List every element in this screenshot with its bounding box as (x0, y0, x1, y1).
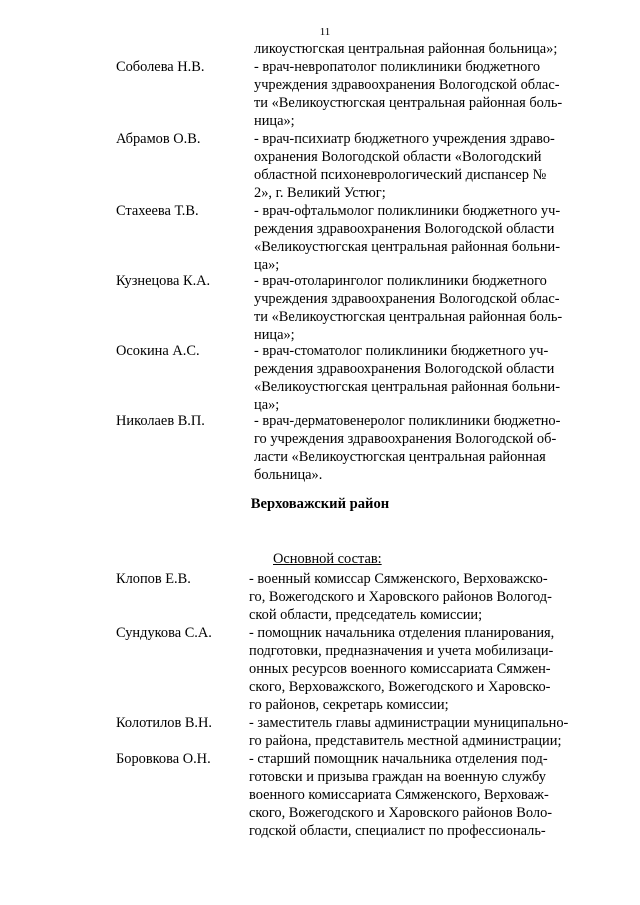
member-description-line: го, Вожегодского и Харовского районов Вологод- (249, 589, 552, 605)
member-description-line: - помощник начальника отделения планирования, (249, 625, 555, 641)
member-description-line: онных ресурсов военного комиссариата Сямжен- (249, 661, 551, 677)
member-description-line: «Великоустюгская центральная районная больни- (254, 239, 561, 255)
member-description-line: - врач-отоларинголог поликлиники бюджетного (254, 273, 547, 289)
member-description-line: «Великоустюгская центральная районная больни- (254, 379, 561, 395)
member-description-line: го учреждения здравоохранения Вологодской об- (254, 431, 557, 447)
member-description-line: подготовки, предназначения и учета мобилизаци- (249, 643, 554, 659)
member-description-line: ласти «Великоустюгская центральная районная (254, 449, 546, 465)
member-description-line: ница»; (254, 327, 295, 343)
member-name: Кузнецова К.А. (116, 273, 211, 289)
member-description-line: реждения здравоохранения Вологодской области (254, 361, 555, 377)
member-description-line: - старший помощник начальника отделения под- (249, 751, 548, 767)
member-name: Осокина А.С. (116, 343, 200, 359)
member-description-line: областной психоневрологический диспансер № (254, 167, 547, 183)
member-name: Колотилов В.Н. (116, 715, 213, 731)
member-description-line: го района, представитель местной администрации; (249, 733, 562, 749)
district-heading: Верховажский район (250, 496, 390, 512)
member-description-line: больница». (254, 467, 323, 483)
member-description-line: ского, Вожегодского и Харовского районов Воло- (249, 805, 553, 821)
member-description-line: - врач-офтальмолог поликлиники бюджетного уч- (254, 203, 561, 219)
member-description-line: ти «Великоустюгская центральная районная боль- (254, 95, 563, 111)
member-description-line: - заместитель главы администрации муниципально- (249, 715, 569, 731)
member-name: Сундукова С.А. (116, 625, 212, 641)
main-composition-subheading: Основной состав: (273, 551, 382, 567)
member-name: Абрамов О.В. (116, 131, 201, 147)
member-description-line: - врач-стоматолог поликлиники бюджетного уч- (254, 343, 549, 359)
member-description-line: ца»; (254, 257, 280, 273)
member-description-line: готовски и призыва граждан на военную службу (249, 769, 546, 785)
page-number: 11 (319, 26, 331, 38)
member-description-line: охранения Вологодской области «Вологодский (254, 149, 542, 165)
continuation-line: ликоустюгская центральная районная больница»; (254, 41, 558, 57)
member-description-line: ского, Верховажского, Вожегодского и Харовско- (249, 679, 551, 695)
member-description-line: военного комиссариата Сямженского, Верховаж- (249, 787, 549, 803)
member-description-line: 2», г. Великий Устюг; (254, 185, 386, 201)
member-description-line: го районов, секретарь комиссии; (249, 697, 449, 713)
member-description-line: - военный комиссар Сямженского, Верховажско- (249, 571, 548, 587)
member-name: Боровкова О.Н. (116, 751, 211, 767)
member-name: Клопов Е.В. (116, 571, 191, 587)
member-description-line: - врач-дерматовенеролог поликлиники бюджетно- (254, 413, 561, 429)
member-description-line: ца»; (254, 397, 280, 413)
member-description-line: - врач-невропатолог поликлиники бюджетного (254, 59, 541, 75)
member-description-line: - врач-психиатр бюджетного учреждения здраво- (254, 131, 555, 147)
member-description-line: годской области, специалист по профессиональ- (249, 823, 546, 839)
member-description-line: учреждения здравоохранения Вологодской облас- (254, 291, 560, 307)
member-description-line: ти «Великоустюгская центральная районная боль- (254, 309, 563, 325)
member-description-line: ской области, председатель комиссии; (249, 607, 483, 623)
member-description-line: ница»; (254, 113, 295, 129)
member-name: Соболева Н.В. (116, 59, 205, 75)
member-name: Стахеева Т.В. (116, 203, 199, 219)
member-name: Николаев В.П. (116, 413, 205, 429)
member-description-line: учреждения здравоохранения Вологодской облас- (254, 77, 560, 93)
member-description-line: реждения здравоохранения Вологодской области (254, 221, 555, 237)
